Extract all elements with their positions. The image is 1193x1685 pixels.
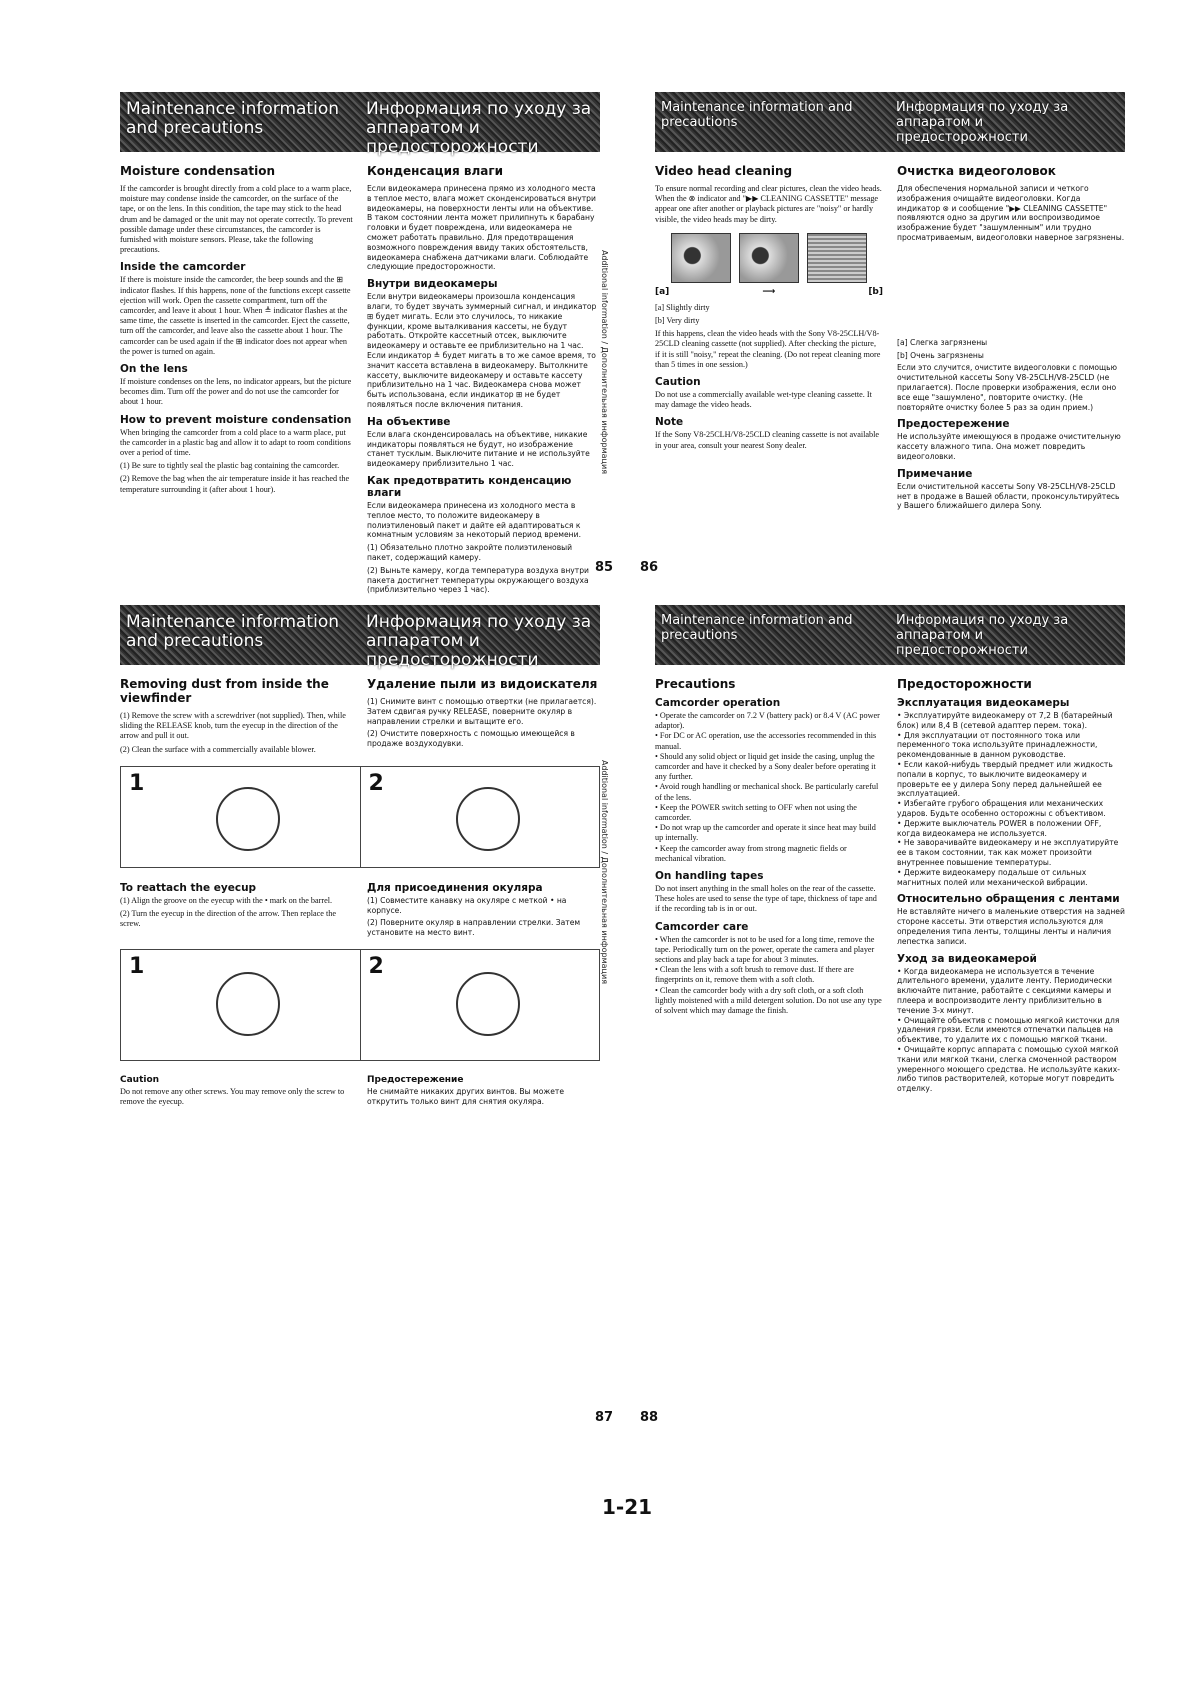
subheading: Inside the camcorder xyxy=(120,261,246,274)
list-item: (2) Turn the eyecup in the direction of the arrow. Then replace the screw. xyxy=(120,909,336,929)
subheading: Уход за видеокамерой xyxy=(897,952,1037,965)
banner-ru: Информация по уходу за аппаратом и предосторожности xyxy=(366,612,592,670)
subheading: Как предотвратить конденсацию влаги xyxy=(367,474,572,499)
figure-label-a: [a] xyxy=(655,286,670,297)
page-footer: 1-21 xyxy=(602,1495,653,1519)
page-number: 86 xyxy=(640,560,659,575)
paragraph: If the camcorder is brought directly from a cold place to a warm place, moisture may condense inside the camcorder, on the surface of the tape, or on the lens. In this condition, the tape may stick to the head drum and be damaged or the unit may not operate correctly. To prevent possible damage under these circumstances, the camcorder is furnished with moisture sensors. Please, take the following precautions. xyxy=(120,184,353,255)
list-item: (2) Remove the bag when the air temperature inside it has reached the temperature surrounding it (after about 1 hour). xyxy=(120,474,350,494)
step-number: 2 xyxy=(368,954,384,979)
section-title: Конденсация влаги xyxy=(367,164,504,178)
banner-ru: Информация по уходу за аппаратом и предосторожности xyxy=(366,99,592,157)
subheading: Caution xyxy=(655,376,701,389)
banner-ru: Информация по уходу за аппаратом и предосторожности xyxy=(896,100,1069,145)
paragraph: Для обеспечения нормальной записи и четкого изображения очищайте видеоголовки. Когда индикатор ⊗ и сообщение "▶▶ CLEANING CASSETTE" появляются одно за другим или воспроизводимое изображение будет "зашумленным" или трудно просматриваемым, видеоголовки наверное загрязнены. xyxy=(897,184,1125,242)
figure-label-b: [b] xyxy=(868,286,883,297)
subheading: To reattach the eyecup xyxy=(120,881,257,894)
viewfinder-icon xyxy=(456,787,520,851)
paragraph: Не используйте имеющуюся в продаже очистительную кассету влажного типа. Она может повредить видеоголовки. xyxy=(897,432,1121,461)
banner-en: Maintenance information and precautions xyxy=(661,100,853,130)
page-88 xyxy=(655,605,1125,1205)
picture-slightly-dirty xyxy=(671,233,731,283)
page-number: 85 xyxy=(595,560,614,575)
column-en xyxy=(120,164,353,552)
subheading: On handling tapes xyxy=(655,870,764,883)
column-en xyxy=(655,677,883,1205)
head-figure xyxy=(655,233,883,283)
subheading: Примечание xyxy=(897,467,973,480)
paragraph: Если видеокамера принесена прямо из холодного места в теплое место, влага может сконденсироваться внутри видеокамеры, на поверхности ленты или на объективе. В таком состоянии лента может прилипнуть к барабану головки и будет повреждена, или видеокамера не сможет работать правильно. Для предотвращения возможного повреждения ввиду таких обстоятельств, видеокамера снабжена датчиками влаги. Соблюдайте следующие предосторожности. xyxy=(367,184,596,272)
arrow-right-icon: ⟶ xyxy=(762,286,776,297)
section-banner xyxy=(120,605,600,670)
subheading: Camcorder care xyxy=(655,920,749,933)
column-en xyxy=(655,164,883,552)
page-87 xyxy=(120,605,600,1205)
section-title: Video head cleaning xyxy=(655,164,793,178)
paragraph: • Когда видеокамера не используется в течение длительного времени, удалите ленту. Периодически включайте питание, работайте с секциями камеры и плеера и воспроизводите ленту приблизительно в течение 3-х минут. • Очищайте объектив с помощью мягкой кисточки для удаления грязи. Если имеются отпечатки пальцев на объективе, то удалите их с помощью мягкой ткани. • Очищайте корпус аппарата с помощью сухой мягкой ткани или мягкой ткани, слегка смоченной раствором умеренного моющего средства. Не используйте каких-либо типов растворителей, которые могут повредить отделку. xyxy=(897,966,1120,1094)
paragraph: • Operate the camcorder on 7.2 V (battery pack) or 8.4 V (AC power adaptor). • For DC or AC operation, use the accessories recommended in this manual. • Should any solid object or liquid get inside the casing, unplug the camcorder and have it checked by a Sony dealer before operating it any further. • Avoid rough handling or mechanical shock. Be particularly careful of the lens. • Keep the POWER switch setting to OFF when not using the camcorder. • Do not wrap up the camcorder and operate it since heat may build up internally. • Keep the camcorder away from strong magnetic fields or mechanical vibration. xyxy=(655,711,880,863)
step-number: 1 xyxy=(129,770,145,796)
paragraph: Если очистительной кассеты Sony V8-25CLH/V8-25CLD нет в продаже в Вашей области, проконсультируйтесь у Вашего ближайшего дилера Sony. xyxy=(897,481,1120,511)
figure-reattach-eyecup xyxy=(120,949,600,1061)
subheading: Эксплуатация видеокамеры xyxy=(897,697,1070,709)
paragraph: When bringing the camcorder from a cold place to a warm place, put the camcorder in a plastic bag and allow it to adapt to room conditions over a period of time. xyxy=(120,427,351,458)
banner-en: Maintenance information and precautions xyxy=(661,613,853,643)
banner-en: Maintenance information and precautions xyxy=(126,99,339,138)
section-title: Очистка видеоголовок xyxy=(897,164,1056,178)
section-banner xyxy=(120,92,600,157)
subheading: Внутри видеокамеры xyxy=(367,278,498,291)
section-title: Precautions xyxy=(655,677,736,691)
subheading: Note xyxy=(655,416,684,429)
column-ru xyxy=(897,164,1125,552)
paragraph: If there is moisture inside the camcorder, the beep sounds and the ⊞ indicator flashes. If this happens, none of the functions except cassette ejection will work. Open the cassette compartment, turn off the camcorder, and leave it about 1 hour. When ≜ indicator flashes at the same time, the cassette is inserted in the camcorder. Eject the cassette, turn off the camcorder, and leave also the cassette about 1 hour. The camcorder can be used again if the ⊞ indicator does not appear when the power is turned on again. xyxy=(120,275,351,356)
eyecup-icon xyxy=(216,972,280,1036)
paragraph: Не снимайте никаких других винтов. Вы можете открутить только винт для снятия окуляра. xyxy=(367,1087,565,1106)
caption: [a] Slightly dirty xyxy=(655,302,710,312)
picture-very-dirty xyxy=(807,233,867,283)
subheading: Относительно обращения с лентами xyxy=(897,893,1120,906)
paragraph: To ensure normal recording and clear pictures, clean the video heads. When the ⊗ indicator and "▶▶ CLEANING CASSETTE" message appear one after another or playback pictures are "noisy" or hardly visible, the video heads may be dirty. xyxy=(655,184,882,224)
paragraph: Do not insert anything in the small holes on the rear of the cassette. These holes are used to sense the type of tape, thickness of tape and if the recording tab is in or out. xyxy=(655,884,877,914)
picture-dirty xyxy=(739,233,799,283)
paragraph: • When the camcorder is not to be used for a long time, remove the tape. Periodically turn on the power, operate the camera and player sections and play back a tape for about 3 minutes. • Clean the lens with a soft brush to remove dust. If there are fingerprints on it, remove them with a soft cloth. • Clean the camcorder body with a dry soft cloth, or a soft cloth lightly moistened with a mild detergent solution. Do not use any type of solvent which may damage the finish. xyxy=(655,934,882,1016)
list-item: (1) Совместите канавку на окуляре с меткой • на корпусе. xyxy=(367,895,567,915)
list-item: (2) Очистите поверхность с помощью имеющейся в продаже воздуходувки. xyxy=(367,729,575,749)
list-item: (1) Обязательно плотно закройте полиэтиленовый пакет, содержащий камеру. xyxy=(367,543,573,562)
sidebar-label: Additional information / Дополнительная информация xyxy=(600,760,609,985)
paragraph: Если влага сконденсировалась на объективе, никакие индикаторы появляться не будут, но изображение станет тусклым. Выключите питание и не используйте видеокамеру приблизительно 1 час. xyxy=(367,429,590,469)
banner-ru: Информация по уходу за аппаратом и предосторожности xyxy=(896,613,1069,658)
banner-en: Maintenance information and precautions xyxy=(126,612,339,651)
paragraph: • Эксплуатируйте видеокамеру от 7,2 В (батарейный блок) или 8,4 В (сетевой адаптер перем. тока). • Для эксплуатации от постоянного тока или переменного тока используйте принадлежности, рекомендованные в данном руководстве. • Если какой-нибудь твердый предмет или жидкость попали в корпус, то выключите видеокамеру и проверьте ее у дилера Sony перед дальнейшей ее эксплуатацией. • Избегайте грубого обращения или механических ударов. Будьте особенно осторожны с объективом. • Держите выключатель POWER в положении OFF, когда видеокамера не используется. • Не заворачивайте видеокамеру и не эксплуатируйте ее в таком состоянии, так как может произойти внутреннее повышение температуры. • Держите видеокамеру подальше от сильных магнитных полей или механической вибрации. xyxy=(897,711,1119,887)
column-ru xyxy=(897,677,1125,1205)
section-title: Removing dust from inside the viewfinder xyxy=(120,677,329,705)
list-item: (1) Снимите винт с помощью отвертки (не прилагается). Затем сдвигая ручку RELEASE, поверните окуляр в направлении стрелки и вытащите его. xyxy=(367,697,597,726)
subheading: Caution xyxy=(120,1075,160,1085)
subheading: На объективе xyxy=(367,415,451,428)
subheading: On the lens xyxy=(120,363,188,376)
section-title: Удаление пыли из видоискателя xyxy=(367,677,598,691)
subheading: Предостережение xyxy=(367,1075,464,1085)
list-item: (1) Align the groove on the eyecup with the • mark on the barrel. xyxy=(120,895,333,905)
eyecup-icon xyxy=(216,787,280,851)
step-number: 2 xyxy=(368,770,384,796)
paragraph: If this happens, clean the video heads with the Sony V8-25CLH/V8-25CLD cleaning cassette (not supplied). After checking the picture, if it is still "noisy," repeat the cleaning. (Do not repeat cleaning more than 5 times in one session.) xyxy=(655,329,881,369)
figure-remove-eyecup xyxy=(120,766,600,868)
section-banner xyxy=(655,92,1125,152)
paragraph: Если видеокамера принесена из холодного места в теплое место, то положите видеокамеру в полиэтиленовый пакет и дайте ей адаптироваться к комнатным условиям за некоторый период времени. xyxy=(367,500,581,540)
paragraph: Do not use a commercially available wet-type cleaning cassette. It may damage the video heads. xyxy=(655,390,872,410)
section-title: Предосторожности xyxy=(897,677,1032,691)
paragraph: Если внутри видеокамеры произошла конденсация влаги, то будет звучать зуммерный сигнал, и индикатор ⊞ будет мигать. Если это случилось, то никакие функции, кроме выталкивания кассеты, не будут работать. Откройте кассетный отсек, выключите видеокамеру и оставьте ее приблизительно на 1 час. Если индикатор ≜ будет мигать в то же самое время, то значит кассета вставлена в видеокамеру. Вытолкните кассету, выключите видеокамеру и оставьте кассету приблизительно на 1 час. Видеокамера снова может быть использована, если индикатор ⊞ не будет появляться после включения питания. xyxy=(367,292,597,409)
column-ru xyxy=(367,164,600,595)
subheading: Предостережение xyxy=(897,418,1010,431)
column-en xyxy=(120,677,353,758)
subheading: How to prevent moisture condensation xyxy=(120,413,352,426)
list-item: (1) Remove the screw with a screwdriver (not supplied). Then, while sliding the RELEASE knob, turn the eyecup in the direction of the arrow and pull it out. xyxy=(120,711,346,741)
list-item: (2) Выньте камеру, когда температура воздуха внутри пакета достигнет температуры окружающего воздуха (приблизительно через 1 час). xyxy=(367,565,589,595)
page-number: 88 xyxy=(640,1410,659,1425)
screw-icon xyxy=(456,972,520,1036)
page-number: 87 xyxy=(595,1410,614,1425)
page-86 xyxy=(655,92,1125,552)
list-item: (2) Clean the surface with a commercially available blower. xyxy=(120,744,316,754)
list-item: (1) Be sure to tightly seal the plastic bag containing the camcorder. xyxy=(120,461,340,471)
subheading: Camcorder operation xyxy=(655,697,781,709)
caption: [a] Слегка загрязнены xyxy=(897,337,988,347)
step-number: 1 xyxy=(129,954,145,979)
sidebar-label: Additional information / Дополнительная информация xyxy=(600,250,609,475)
caption: [b] Очень загрязнены xyxy=(897,350,984,360)
paragraph: Do not remove any other screws. You may remove only the screw to remove the eyecup. xyxy=(120,1087,345,1107)
caption: [b] Very dirty xyxy=(655,316,700,326)
page-85 xyxy=(120,92,600,595)
paragraph: If moisture condenses on the lens, no indicator appears, but the picture becomes dim. Turn off the power and do not use the camcorder for about 1 hour. xyxy=(120,377,352,407)
list-item: (2) Поверните окуляр в направлении стрелки. Затем установите на место винт. xyxy=(367,918,581,938)
section-title: Moisture condensation xyxy=(120,164,276,178)
paragraph: Не вставляйте ничего в маленькие отверстия на задней стороне кассеты. Эти отверстия используются для определения типа ленты, толщины ленты и наличия лепестка записи. xyxy=(897,907,1125,946)
column-ru xyxy=(367,677,600,758)
section-banner xyxy=(655,605,1125,665)
paragraph: Если это случится, очистите видеоголовки с помощью очистительной кассеты Sony V8-25CLH/V8-25CLD (не прилагается). После проверки изображения, если оно все еще "зашумлено", повторите очистку. (Не повторяйте очистку более 5 раз за один прием.) xyxy=(897,363,1117,412)
subheading: Для присоединения окуляра xyxy=(367,881,543,894)
paragraph: If the Sony V8-25CLH/V8-25CLD cleaning cassette is not available in your area, consult your nearest Sony dealer. xyxy=(655,430,880,450)
